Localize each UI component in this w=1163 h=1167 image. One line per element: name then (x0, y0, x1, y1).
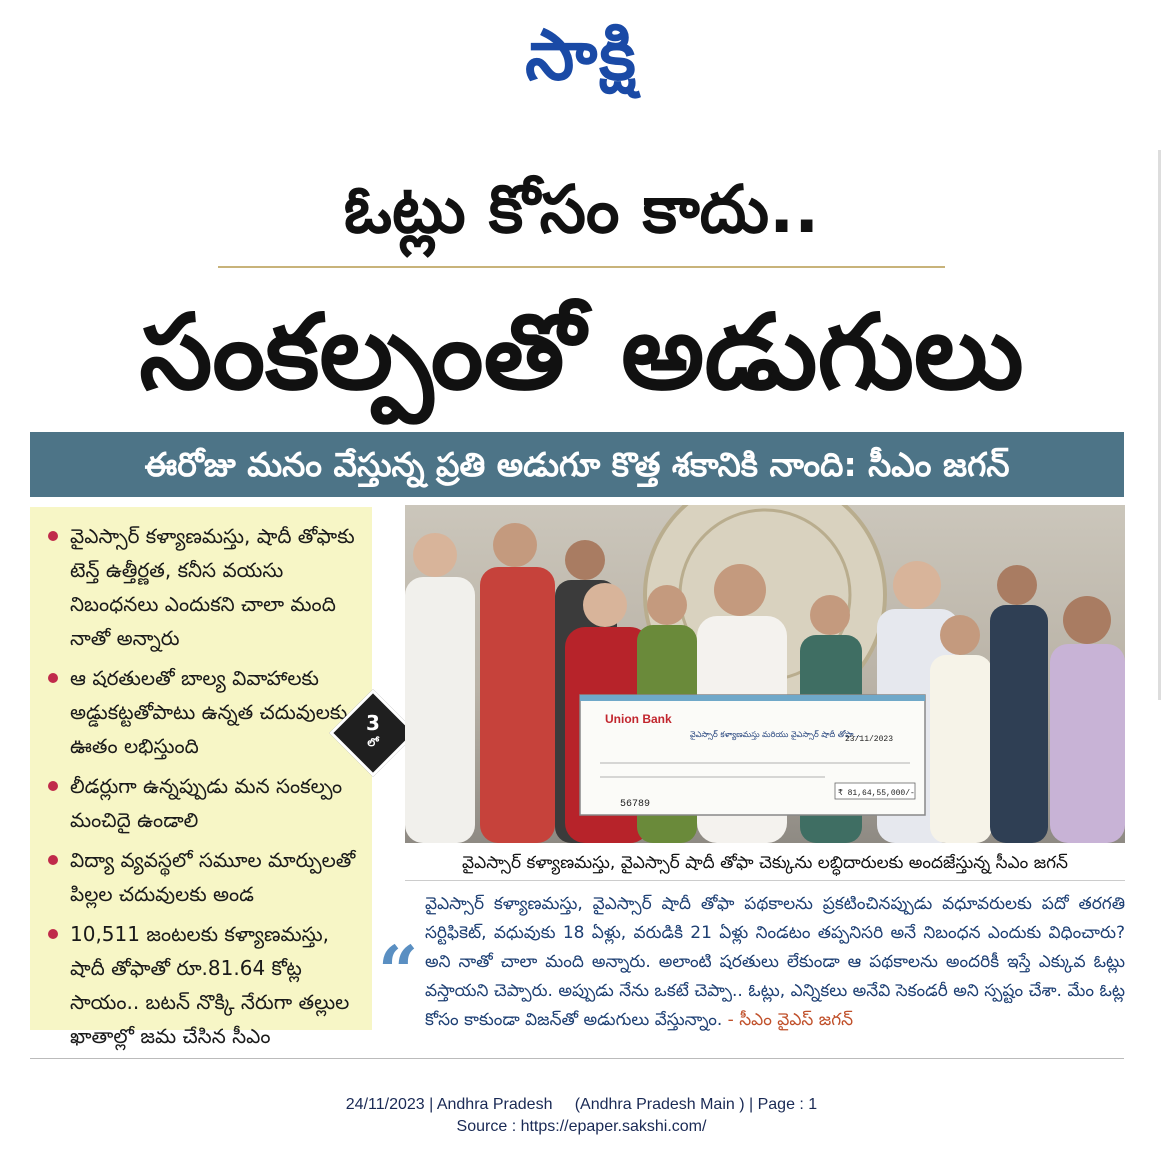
news-photo (405, 505, 1125, 843)
highlight-item: విద్యా వ్యవస్థలో సమూల మార్పులతో పిల్లల చదువులకు అండ (48, 843, 362, 911)
edition-info: 24/11/2023 | Andhra Pradesh (Andhra Pradesh Main ) | Page : 1 (345, 1096, 818, 1113)
cheque-image (580, 695, 925, 815)
quote-mark-icon: “ (378, 930, 419, 1013)
quote-text: వైఎస్సార్ కళ్యాణమస్తు, వైఎస్సార్ షాదీ తోఫా పథకాలను ప్రకటించినప్పుడు వధూవరులకు పదో తరగతి సర్టిఫికెట్, వధువుకు 18 ఏళ్లు, వరుడికి 21 ఏళ్లు నిండటం తప్పనిసరి అనే నిబంధన ఎందుకు విధించారు? అని నాతో చాలా మంది అన్నారు. అలాంటి షరతులు లేకుండా ఆ పథకాలను అందరికీ ఇస్తే ఎక్కువ ఓట్లు వస్తాయని చెప్పారు. అప్పుడు నేను ఒకటే చెప్పా.. ఓట్లు, ఎన్నికలు అనేవి సెకండరీ అని స్పష్టం చేశా. మేం ఓట్ల కోసం కాకుండా విజన్‌తో అడుగులు వేస్తున్నాం. (425, 894, 1125, 1030)
page-reference-number: 3 (366, 711, 380, 735)
caption-divider (405, 880, 1125, 881)
bullet-icon (48, 531, 58, 541)
photo-caption: వైఎస్సార్ కళ్యాణమస్తు, వైఎస్సార్ షాదీ తోఫా చెక్కును లబ్ధిదారులకు అందజేస్తున్న సీఎం జగన్ (462, 853, 1068, 873)
svg-text:వైఎస్సార్ కళ్యాణమస్తు మరియు వై: వైఎస్సార్ కళ్యాణమస్తు మరియు వైఎస్సార్ షాదీ తోఫా... (690, 730, 862, 739)
svg-text:56789: 56789 (620, 799, 651, 810)
bullet-icon (48, 855, 58, 865)
svg-text:23/11/2023: 23/11/2023 (845, 735, 894, 744)
article-kicker: ఓట్లు కోసం కాదు.. (343, 171, 820, 248)
highlights-list (48, 519, 362, 1053)
article-strapline: ఈరోజు మనం వేస్తున్న ప్రతి అడుగూ కొత్త శకానికి నాంది: సీఎం జగన్ (30, 432, 1124, 497)
quote-attribution: - సీఎం వైఎస్ జగన్ (727, 1010, 854, 1030)
highlight-item: వైఎస్సార్ కళ్యాణమస్తు, షాదీ తోఫాకు టెన్త్ ఉత్తీర్ణత, కనీస వయసు నిబంధనలు ఎందుకని చాలా మంది నాతో అన్నారు (48, 519, 362, 655)
source-link[interactable]: Source : https://epaper.sakshi.com/ (456, 1118, 707, 1135)
page-footer (0, 1094, 1163, 1138)
bullet-icon (48, 673, 58, 683)
newspaper-logo: సాక్షి (525, 14, 638, 96)
page-reference-label[interactable] (348, 708, 398, 758)
footer-divider (30, 1058, 1124, 1059)
svg-text:Union Bank: Union Bank (605, 712, 672, 726)
bullet-icon (48, 929, 58, 939)
highlight-item: 10,511 జంటలకు కళ్యాణమస్తు, షాదీ తోఫాతో రూ.81.64 కోట్ల సాయం.. బటన్ నొక్కి నేరుగా తల్లుల ఖాతాల్లో జమ చేసిన సీఎం (48, 917, 362, 1053)
kicker-divider (218, 266, 945, 268)
highlight-item: లీడర్లుగా ఉన్నప్పుడు మన సంకల్పం మంచిదై ఉండాలి (48, 769, 362, 837)
news-photo-illustration (405, 505, 1125, 843)
highlight-item: ఆ షరతులతో బాల్య వివాహాలకు అడ్డుకట్టతోపాటు ఉన్నత చదువులకు ఊతం లభిస్తుంది (48, 661, 362, 763)
cm-quote (425, 890, 1125, 1035)
bullet-icon (48, 781, 58, 791)
page-edge-rule (1158, 150, 1161, 700)
article-headline: సంకల్పంతో అడుగులు (139, 291, 1024, 413)
page-reference-suffix: లో (367, 736, 379, 749)
highlights-box (30, 507, 372, 1048)
svg-text:₹ 81,64,55,000/-: ₹ 81,64,55,000/- (838, 789, 915, 798)
